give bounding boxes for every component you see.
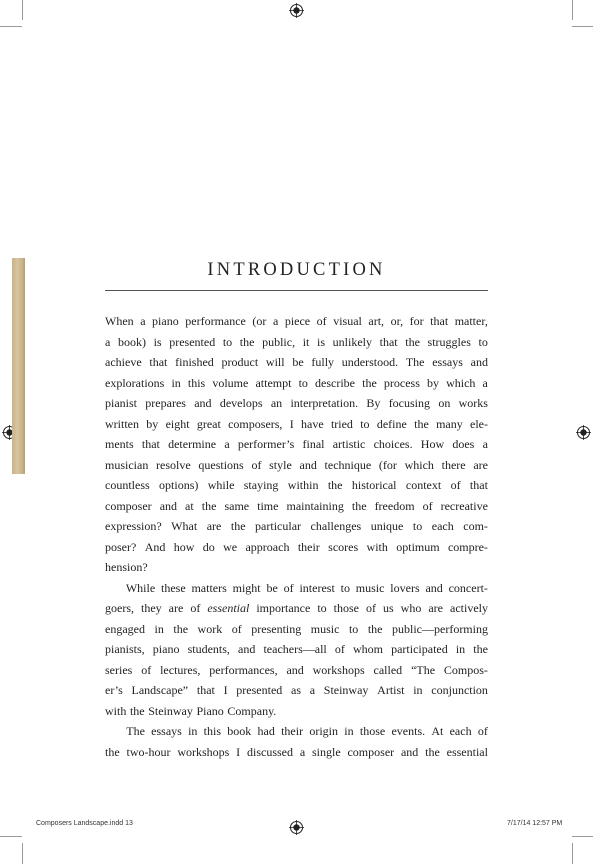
word: At <box>431 724 444 738</box>
word: struggles <box>427 334 471 349</box>
word: composer <box>105 498 152 513</box>
word: the <box>239 334 255 349</box>
word: they <box>141 601 162 615</box>
word: “The <box>411 662 436 677</box>
word: Steinway <box>148 703 193 718</box>
word: to <box>412 519 423 533</box>
word: be <box>292 355 304 369</box>
word: engaged <box>105 621 145 636</box>
word: I <box>289 416 294 431</box>
word: unlikely <box>332 334 372 349</box>
word: How <box>420 437 445 451</box>
word: book) <box>117 334 146 349</box>
word: a <box>105 334 111 349</box>
word: I <box>236 744 241 759</box>
word: an <box>270 396 283 410</box>
word: a <box>482 437 488 451</box>
word: attempt <box>255 375 292 390</box>
word: develops <box>219 396 263 410</box>
word: this <box>203 724 222 738</box>
word: explorations <box>105 375 165 390</box>
text-line <box>105 557 488 578</box>
word: are <box>206 519 222 533</box>
word: art, <box>368 314 385 328</box>
word: in <box>171 375 181 390</box>
word: focusing <box>388 396 431 410</box>
word: same <box>224 498 250 513</box>
word: as <box>291 683 301 697</box>
text-line <box>105 373 488 394</box>
word: The <box>126 724 145 738</box>
word: which <box>404 457 434 472</box>
word: understood. <box>341 355 399 369</box>
word: for <box>409 314 424 328</box>
word: the <box>327 478 343 492</box>
crop-mark-bottom-left-vertical <box>22 843 23 864</box>
text-line <box>105 680 488 701</box>
word: by <box>146 416 159 431</box>
word: the <box>201 498 217 513</box>
word: to <box>317 601 327 615</box>
word: these <box>160 580 186 595</box>
word: does <box>452 437 475 451</box>
word: lovers <box>390 580 420 595</box>
word: on <box>438 396 451 410</box>
word: called <box>373 662 403 677</box>
word: piano <box>152 314 179 328</box>
word: conjunction <box>431 683 488 697</box>
word: presented <box>236 683 283 697</box>
word: goers, <box>105 601 134 615</box>
word: essays <box>432 355 463 369</box>
word: By <box>366 396 381 410</box>
word: And <box>144 539 166 554</box>
word: compre- <box>447 539 488 554</box>
text-line <box>105 598 488 619</box>
word: in <box>344 724 354 738</box>
word: many <box>436 416 463 431</box>
word: style <box>269 457 292 472</box>
word: at <box>185 498 194 513</box>
word: approach <box>245 539 290 554</box>
paragraph-indent <box>105 578 120 599</box>
word: each <box>449 724 472 738</box>
word: and <box>286 662 304 677</box>
registration-mark-top-icon <box>289 3 304 18</box>
word: had <box>257 724 275 738</box>
word: of <box>251 457 262 472</box>
word: Company. <box>227 703 277 718</box>
word: recreative <box>440 498 488 513</box>
word: finished <box>175 355 214 369</box>
word: events. <box>391 724 426 738</box>
word: of <box>450 478 461 492</box>
word: we <box>223 539 238 554</box>
word: public, <box>262 334 296 349</box>
word: in <box>154 621 164 636</box>
word: interest <box>299 580 335 595</box>
word: Compos- <box>443 662 488 677</box>
word: origin <box>309 724 339 738</box>
text-line <box>105 434 488 455</box>
word: works <box>458 396 488 410</box>
word: work <box>197 621 223 636</box>
crop-mark-bottom-right-vertical <box>572 843 573 864</box>
word: teachers—all <box>263 642 327 656</box>
word: a <box>299 744 306 759</box>
word: (or <box>252 314 267 328</box>
word: hension? <box>105 560 148 574</box>
word: of <box>334 642 345 656</box>
word: within <box>287 478 319 492</box>
word: the <box>129 703 145 718</box>
word: (for <box>378 457 397 472</box>
word: tried <box>330 416 353 431</box>
word: particular <box>255 519 302 533</box>
word: staying <box>243 478 279 492</box>
book-spine-edge <box>12 258 25 474</box>
word: visual <box>333 314 362 328</box>
text-line <box>105 496 488 517</box>
text-line <box>105 701 488 722</box>
word: options) <box>159 478 199 492</box>
word: book <box>227 724 252 738</box>
word: unique <box>370 519 404 533</box>
word: there <box>441 457 466 472</box>
word: a <box>309 683 316 697</box>
slug-file-info: Composers Landscape.indd 13 <box>36 820 133 827</box>
crop-mark-bottom-left <box>0 836 22 837</box>
word: a <box>140 314 146 328</box>
text-line <box>105 639 488 660</box>
crop-mark-top-right-vertical <box>572 0 573 20</box>
title-rule <box>105 290 488 291</box>
word: workshops <box>177 744 230 759</box>
word: of <box>422 498 433 513</box>
word: essential <box>446 744 488 759</box>
word: define <box>376 416 407 431</box>
word: series <box>105 662 133 677</box>
body-text <box>105 311 488 762</box>
word: to <box>478 334 488 349</box>
word: and <box>400 744 419 759</box>
word: in <box>188 724 198 738</box>
word: volume <box>212 375 249 390</box>
word: to <box>222 334 233 349</box>
word: concert- <box>448 580 488 595</box>
word: composer <box>347 744 395 759</box>
word: When <box>105 314 134 328</box>
word: that <box>379 334 398 349</box>
word: presenting <box>251 621 302 636</box>
word: the <box>473 642 488 656</box>
text-line <box>105 619 488 640</box>
word: the <box>362 375 377 390</box>
word: that <box>141 437 160 451</box>
text-line <box>105 311 488 332</box>
word: and <box>470 355 488 369</box>
text-line <box>105 742 488 763</box>
word: What <box>171 519 198 533</box>
word: to <box>340 580 350 595</box>
word: freedom <box>374 498 415 513</box>
word: to <box>348 621 359 636</box>
word: to <box>360 416 370 431</box>
crop-mark-top-right <box>572 26 593 27</box>
word: of <box>190 601 201 615</box>
word: is <box>153 334 162 349</box>
word: choices. <box>373 437 413 451</box>
word: in <box>455 642 466 656</box>
word: each <box>431 519 454 533</box>
word: the <box>405 334 420 349</box>
word: two-hour <box>126 744 171 759</box>
word: the <box>105 744 120 759</box>
word: Piano <box>196 703 224 718</box>
word: their <box>297 539 320 554</box>
word: essential <box>207 601 250 615</box>
word: of <box>477 724 488 738</box>
word: those <box>359 724 386 738</box>
word: workshops <box>312 662 365 677</box>
word: expression? <box>105 519 162 533</box>
word: context <box>405 478 442 492</box>
word: piece <box>284 314 311 328</box>
word: resolve <box>156 457 191 472</box>
word: presented <box>169 334 216 349</box>
word: the <box>351 498 367 513</box>
word: that <box>149 355 168 369</box>
word: final <box>302 437 325 451</box>
word: actively <box>450 601 488 615</box>
word: public—performing <box>392 621 488 636</box>
word: performances, <box>209 662 278 677</box>
word: do <box>202 539 215 554</box>
word: technique <box>324 457 372 472</box>
word: that <box>469 478 488 492</box>
word: by <box>427 375 439 390</box>
word: are <box>473 457 488 472</box>
word: students, <box>187 642 230 656</box>
word: matters <box>191 580 227 595</box>
word: of <box>283 580 294 595</box>
word: this <box>187 375 206 390</box>
word: essays <box>151 724 182 738</box>
text-line <box>105 721 488 742</box>
word: optimum <box>396 539 440 554</box>
word: pianists, <box>105 642 145 656</box>
word: us <box>383 601 394 615</box>
word: ments <box>105 437 134 451</box>
word: it <box>302 334 310 349</box>
word: that <box>430 314 449 328</box>
word: are <box>168 601 184 615</box>
word: have <box>301 416 324 431</box>
word: and <box>194 396 212 410</box>
text-line <box>105 516 488 537</box>
word: fully <box>311 355 335 369</box>
text-line <box>105 414 488 435</box>
word: the <box>425 744 440 759</box>
word: and <box>159 498 178 513</box>
text-line <box>105 332 488 353</box>
word: Steinway <box>323 683 369 697</box>
word: pianist <box>105 396 137 410</box>
word: I <box>223 683 228 697</box>
word: determine <box>168 437 217 451</box>
word: importance <box>256 601 311 615</box>
word: and <box>425 580 443 595</box>
text-line <box>105 660 488 681</box>
crop-mark-top-left <box>0 26 22 27</box>
word: challenges <box>310 519 362 533</box>
word: interpretation. <box>290 396 359 410</box>
crop-mark-top-left-vertical <box>22 0 23 20</box>
text-line <box>105 578 488 599</box>
word: er’s <box>105 683 123 697</box>
word: performance <box>185 314 246 328</box>
word: performer’s <box>237 437 295 451</box>
paragraph-indent <box>105 721 120 742</box>
word: whom <box>352 642 383 656</box>
word: to <box>298 375 308 390</box>
word: eight <box>165 416 190 431</box>
text-line <box>105 352 488 373</box>
word: achieve <box>105 355 142 369</box>
word: participated <box>391 642 448 656</box>
word: those <box>333 601 359 615</box>
word: maintaining <box>286 498 344 513</box>
word: artistic <box>332 437 366 451</box>
word: product <box>221 355 259 369</box>
word: prepares <box>145 396 186 410</box>
word: discussed <box>247 744 293 759</box>
word: great <box>196 416 221 431</box>
word: music <box>355 580 385 595</box>
word: will <box>265 355 285 369</box>
word: is <box>317 334 326 349</box>
word: how <box>173 539 195 554</box>
text-line <box>105 475 488 496</box>
word: their <box>281 724 304 738</box>
word: of <box>366 601 376 615</box>
word: single <box>311 744 341 759</box>
registration-mark-right-icon <box>576 425 591 440</box>
word: that <box>196 683 215 697</box>
word: historical <box>351 478 397 492</box>
word: and <box>238 642 256 656</box>
word: matter, <box>454 314 488 328</box>
word: with <box>105 703 127 718</box>
word: questions <box>198 457 244 472</box>
word: in <box>413 683 423 697</box>
paragraph <box>105 311 488 578</box>
text-line <box>105 537 488 558</box>
word: process <box>383 375 420 390</box>
word: a <box>272 314 279 328</box>
text-line <box>105 393 488 414</box>
word: composers, <box>228 416 283 431</box>
word: or, <box>390 314 404 328</box>
word: poser? <box>105 539 137 554</box>
word: the <box>367 621 383 636</box>
word: The <box>405 355 425 369</box>
word: the <box>173 621 189 636</box>
word: might <box>232 580 261 595</box>
word: a <box>224 437 230 451</box>
paragraph <box>105 578 488 722</box>
word: the <box>414 416 429 431</box>
word: piano <box>152 642 180 656</box>
word: be <box>266 580 278 595</box>
word: describe <box>315 375 355 390</box>
word: While <box>125 580 156 595</box>
slug-date-info: 7/17/14 12:57 PM <box>507 820 563 827</box>
word: the <box>230 519 246 533</box>
word: scores <box>328 539 359 554</box>
word: lectures, <box>160 662 201 677</box>
word: music <box>310 621 340 636</box>
word: with <box>366 539 388 554</box>
word: written <box>105 416 139 431</box>
registration-mark-bottom-icon <box>289 820 304 835</box>
word: while <box>207 478 235 492</box>
word: of <box>231 621 242 636</box>
chapter-title: INTRODUCTION <box>207 260 386 280</box>
word: musician <box>105 457 149 472</box>
word: who <box>400 601 422 615</box>
word: Landscape” <box>131 683 189 697</box>
word: are <box>428 601 443 615</box>
word: time <box>257 498 279 513</box>
word: Artist <box>377 683 405 697</box>
word: countless <box>105 478 150 492</box>
crop-mark-bottom-right <box>572 836 593 837</box>
word: ele- <box>470 416 488 431</box>
word: of <box>141 662 152 677</box>
word: and <box>299 457 317 472</box>
text-line <box>105 455 488 476</box>
paragraph <box>105 721 488 762</box>
word: a <box>482 375 488 390</box>
word: of <box>316 314 327 328</box>
word: which <box>446 375 476 390</box>
word: com- <box>463 519 488 533</box>
